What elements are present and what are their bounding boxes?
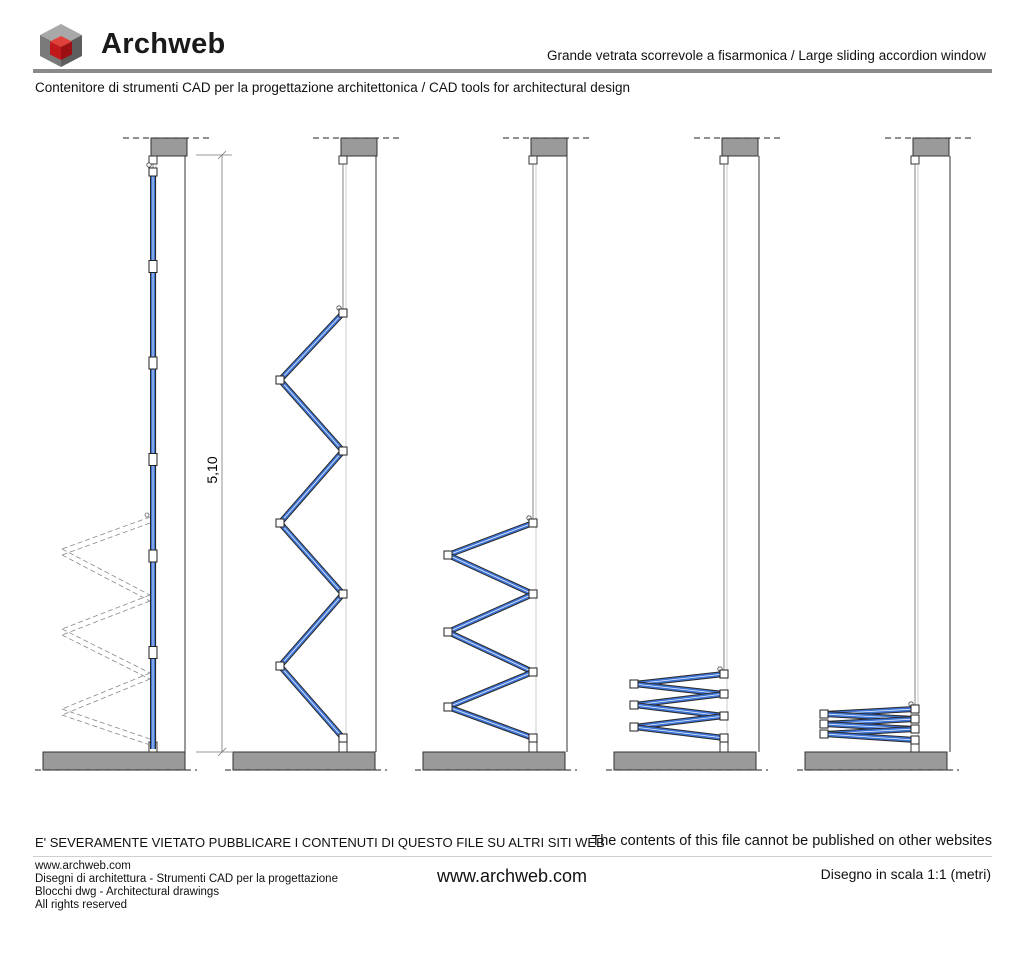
hinge-icon bbox=[149, 647, 157, 659]
hinge-icon bbox=[720, 670, 728, 678]
hinge-icon bbox=[339, 309, 347, 317]
hinge-icon bbox=[149, 550, 157, 562]
hinge-icon bbox=[911, 736, 919, 744]
footer-url-link[interactable]: www.archweb.com bbox=[437, 866, 588, 886]
ghost-leaf bbox=[62, 715, 150, 745]
hinge-icon bbox=[339, 447, 347, 455]
hinge-icon bbox=[911, 705, 919, 713]
floor-slab bbox=[614, 752, 756, 770]
bottom-track-block bbox=[720, 742, 728, 752]
hinge-icon bbox=[276, 662, 284, 670]
floor-slab bbox=[423, 752, 565, 770]
hinge-icon bbox=[720, 734, 728, 742]
hinge-icon bbox=[339, 734, 347, 742]
lintel bbox=[913, 138, 949, 156]
floor-slab bbox=[805, 752, 947, 770]
window-stage-open-most bbox=[606, 138, 784, 770]
bottom-track-block bbox=[339, 742, 347, 752]
hinge-icon bbox=[911, 725, 919, 733]
brand-name[interactable]: Archweb bbox=[101, 28, 226, 60]
scale-note: Disegno in scala 1:1 (metri) bbox=[820, 866, 991, 882]
hinge-icon bbox=[529, 668, 537, 676]
floor-slab bbox=[233, 752, 375, 770]
hinge-icon bbox=[630, 701, 638, 709]
ghost-leaf bbox=[62, 523, 150, 555]
hinge-icon bbox=[529, 519, 537, 527]
footer-divider bbox=[33, 856, 992, 857]
pivot-icon bbox=[147, 163, 151, 167]
window-stage-open-half bbox=[415, 138, 593, 770]
footer-line-rights: All rights reserved bbox=[35, 899, 128, 911]
ghost-leaf bbox=[62, 595, 150, 629]
page-title: Grande vetrata scorrevole a fisarmonica / Large sliding accordion window bbox=[547, 48, 986, 63]
lintel bbox=[722, 138, 758, 156]
hinge-icon bbox=[720, 690, 728, 698]
ghost-leaf bbox=[62, 709, 150, 739]
bottom-track-block bbox=[529, 742, 537, 752]
dimension-line bbox=[196, 151, 232, 756]
hinge-icon bbox=[911, 715, 919, 723]
page-subtitle: Contenitore di strumenti CAD per la progettazione architettonica / CAD tools for architectural design bbox=[35, 80, 631, 95]
ghost-leaf bbox=[62, 517, 150, 549]
hinge-icon bbox=[820, 720, 828, 728]
window-stage-open-partial bbox=[225, 138, 403, 770]
lintel bbox=[341, 138, 377, 156]
ghost-leaf bbox=[62, 635, 150, 679]
hinge-icon bbox=[529, 590, 537, 598]
hinge-icon bbox=[149, 357, 157, 369]
ghost-leaf bbox=[62, 673, 150, 709]
copyright-warning-en: The contents of this file cannot be published on other websites bbox=[591, 833, 992, 849]
hinge-icon bbox=[820, 710, 828, 718]
lintel bbox=[151, 138, 187, 156]
ghost-leaf bbox=[62, 629, 150, 673]
hinge-icon bbox=[630, 723, 638, 731]
window-stage-closed bbox=[35, 138, 213, 770]
ghost-leaf bbox=[62, 601, 150, 635]
hinge-icon bbox=[444, 551, 452, 559]
copyright-warning-it: E' SEVERAMENTE VIETATO PUBBLICARE I CONTENUTI DI QUESTO FILE SU ALTRI SITI WEB bbox=[35, 835, 605, 850]
hinge-icon bbox=[820, 730, 828, 738]
top-track-block bbox=[720, 156, 728, 164]
hinge-icon bbox=[149, 261, 157, 273]
footer-line-blocks: Blocchi dwg - Architectural drawings bbox=[35, 886, 220, 898]
hinge-icon bbox=[339, 590, 347, 598]
top-track-block bbox=[529, 156, 537, 164]
hinge-icon bbox=[630, 680, 638, 688]
top-track-block bbox=[911, 156, 919, 164]
footer-line-desc: Disegni di architettura - Strumenti CAD per la progettazione bbox=[35, 873, 338, 885]
top-track-block bbox=[339, 156, 347, 164]
footer-line-site[interactable]: www.archweb.com bbox=[35, 860, 131, 872]
dimension-label: 5,10 bbox=[204, 456, 220, 484]
hinge-icon bbox=[444, 628, 452, 636]
hinge-icon bbox=[444, 703, 452, 711]
hinge-icon bbox=[720, 712, 728, 720]
hinge-icon bbox=[149, 454, 157, 466]
window-stage-open-full bbox=[797, 138, 975, 770]
hinge-icon bbox=[276, 376, 284, 384]
hinge-icon bbox=[149, 168, 157, 176]
ghost-leaf bbox=[62, 555, 150, 601]
ghost-leaf bbox=[62, 679, 150, 715]
ghost-leaf bbox=[62, 549, 150, 595]
lintel bbox=[531, 138, 567, 156]
hinge-icon bbox=[529, 734, 537, 742]
ghost-pivot-icon bbox=[145, 513, 149, 517]
floor-slab bbox=[43, 752, 185, 770]
hinge-icon bbox=[276, 519, 284, 527]
